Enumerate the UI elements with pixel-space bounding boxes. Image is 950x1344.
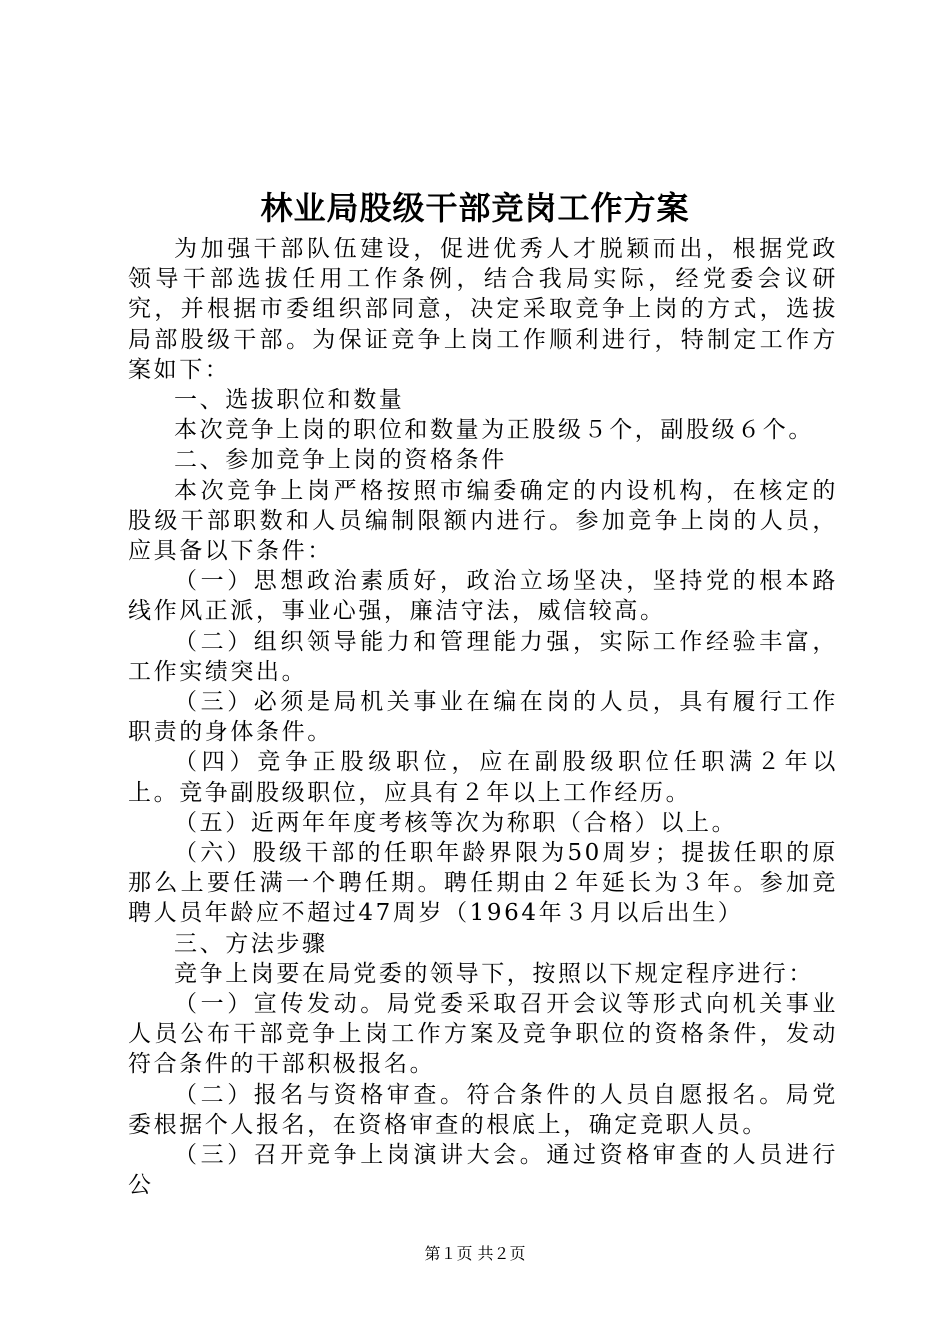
condition-item-6: （六）股级干部的任职年龄界限为50周岁；提拔任职的原那么上要任满一个聘任期。聘任期由２年延长为３年。参加竞聘人员年龄应不超过47周岁（1964年３月以后出生） (128, 840, 838, 927)
document-body (128, 234, 838, 1201)
condition-item-1: （一）思想政治素质好，政治立场坚决，坚持党的根本路线作风正派，事业心强，廉洁守法，威信较高。 (128, 568, 838, 625)
condition-item-5: （五）近两年年度考核等次为称职（合格）以上。 (174, 809, 738, 836)
step-item-3: （三）召开竞争上岗演讲大会。通过资格审查的人员进行公 (128, 1142, 838, 1199)
page-number-footer: 第１页 共２页 (424, 1244, 526, 1263)
condition-item-3: （三）必须是局机关事业在编在岗的人员，具有履行工作职责的身体条件。 (128, 689, 838, 746)
section-heading-1: 一、选拔职位和数量 (174, 387, 405, 414)
paragraph: 本次竞争上岗严格按照市编委确定的内设机构，在核定的股级干部职数和人员编制限额内进行。参加竞争上岗的人员，应具备以下条件： (128, 477, 838, 565)
section-heading-2: 二、参加竞争上岗的资格条件 (174, 447, 507, 474)
document-title: 林业局股级干部竞岗工作方案 (260, 189, 690, 227)
paragraph: 竞争上岗要在局党委的领导下，按照以下规定程序进行： (174, 960, 814, 987)
paragraph-intro: 为加强干部队伍建设，促进优秀人才脱颖而出，根据党政领导干部选拔任用工作条例，结合我局实际，经党委会议研究，并根据市委组织部同意，决定采取竞争上岗的方式，选拔局部股级干部。为保证竞争上岗工作顺利进行，特制定工作方案如下： (128, 236, 838, 383)
section-heading-3: 三、方法步骤 (174, 930, 328, 957)
paragraph: 本次竞争上岗的职位和数量为正股级５个，副股级６个。 (174, 417, 814, 444)
step-item-1: （一）宣传发动。局党委采取召开会议等形式向机关事业人员公布干部竞争上岗工作方案及竞争职位的资格条件，发动符合条件的干部积极报名。 (128, 991, 838, 1078)
condition-item-4: （四）竞争正股级职位，应在副股级职位任职满２年以上。竞争副股级职位，应具有２年以上工作经历。 (128, 749, 838, 806)
step-item-2: （二）报名与资格审查。符合条件的人员自愿报名。局党委根据个人报名，在资格审查的根底上，确定竞职人员。 (128, 1081, 838, 1138)
condition-item-2: （二）组织领导能力和管理能力强，实际工作经验丰富，工作实绩突出。 (128, 628, 838, 685)
